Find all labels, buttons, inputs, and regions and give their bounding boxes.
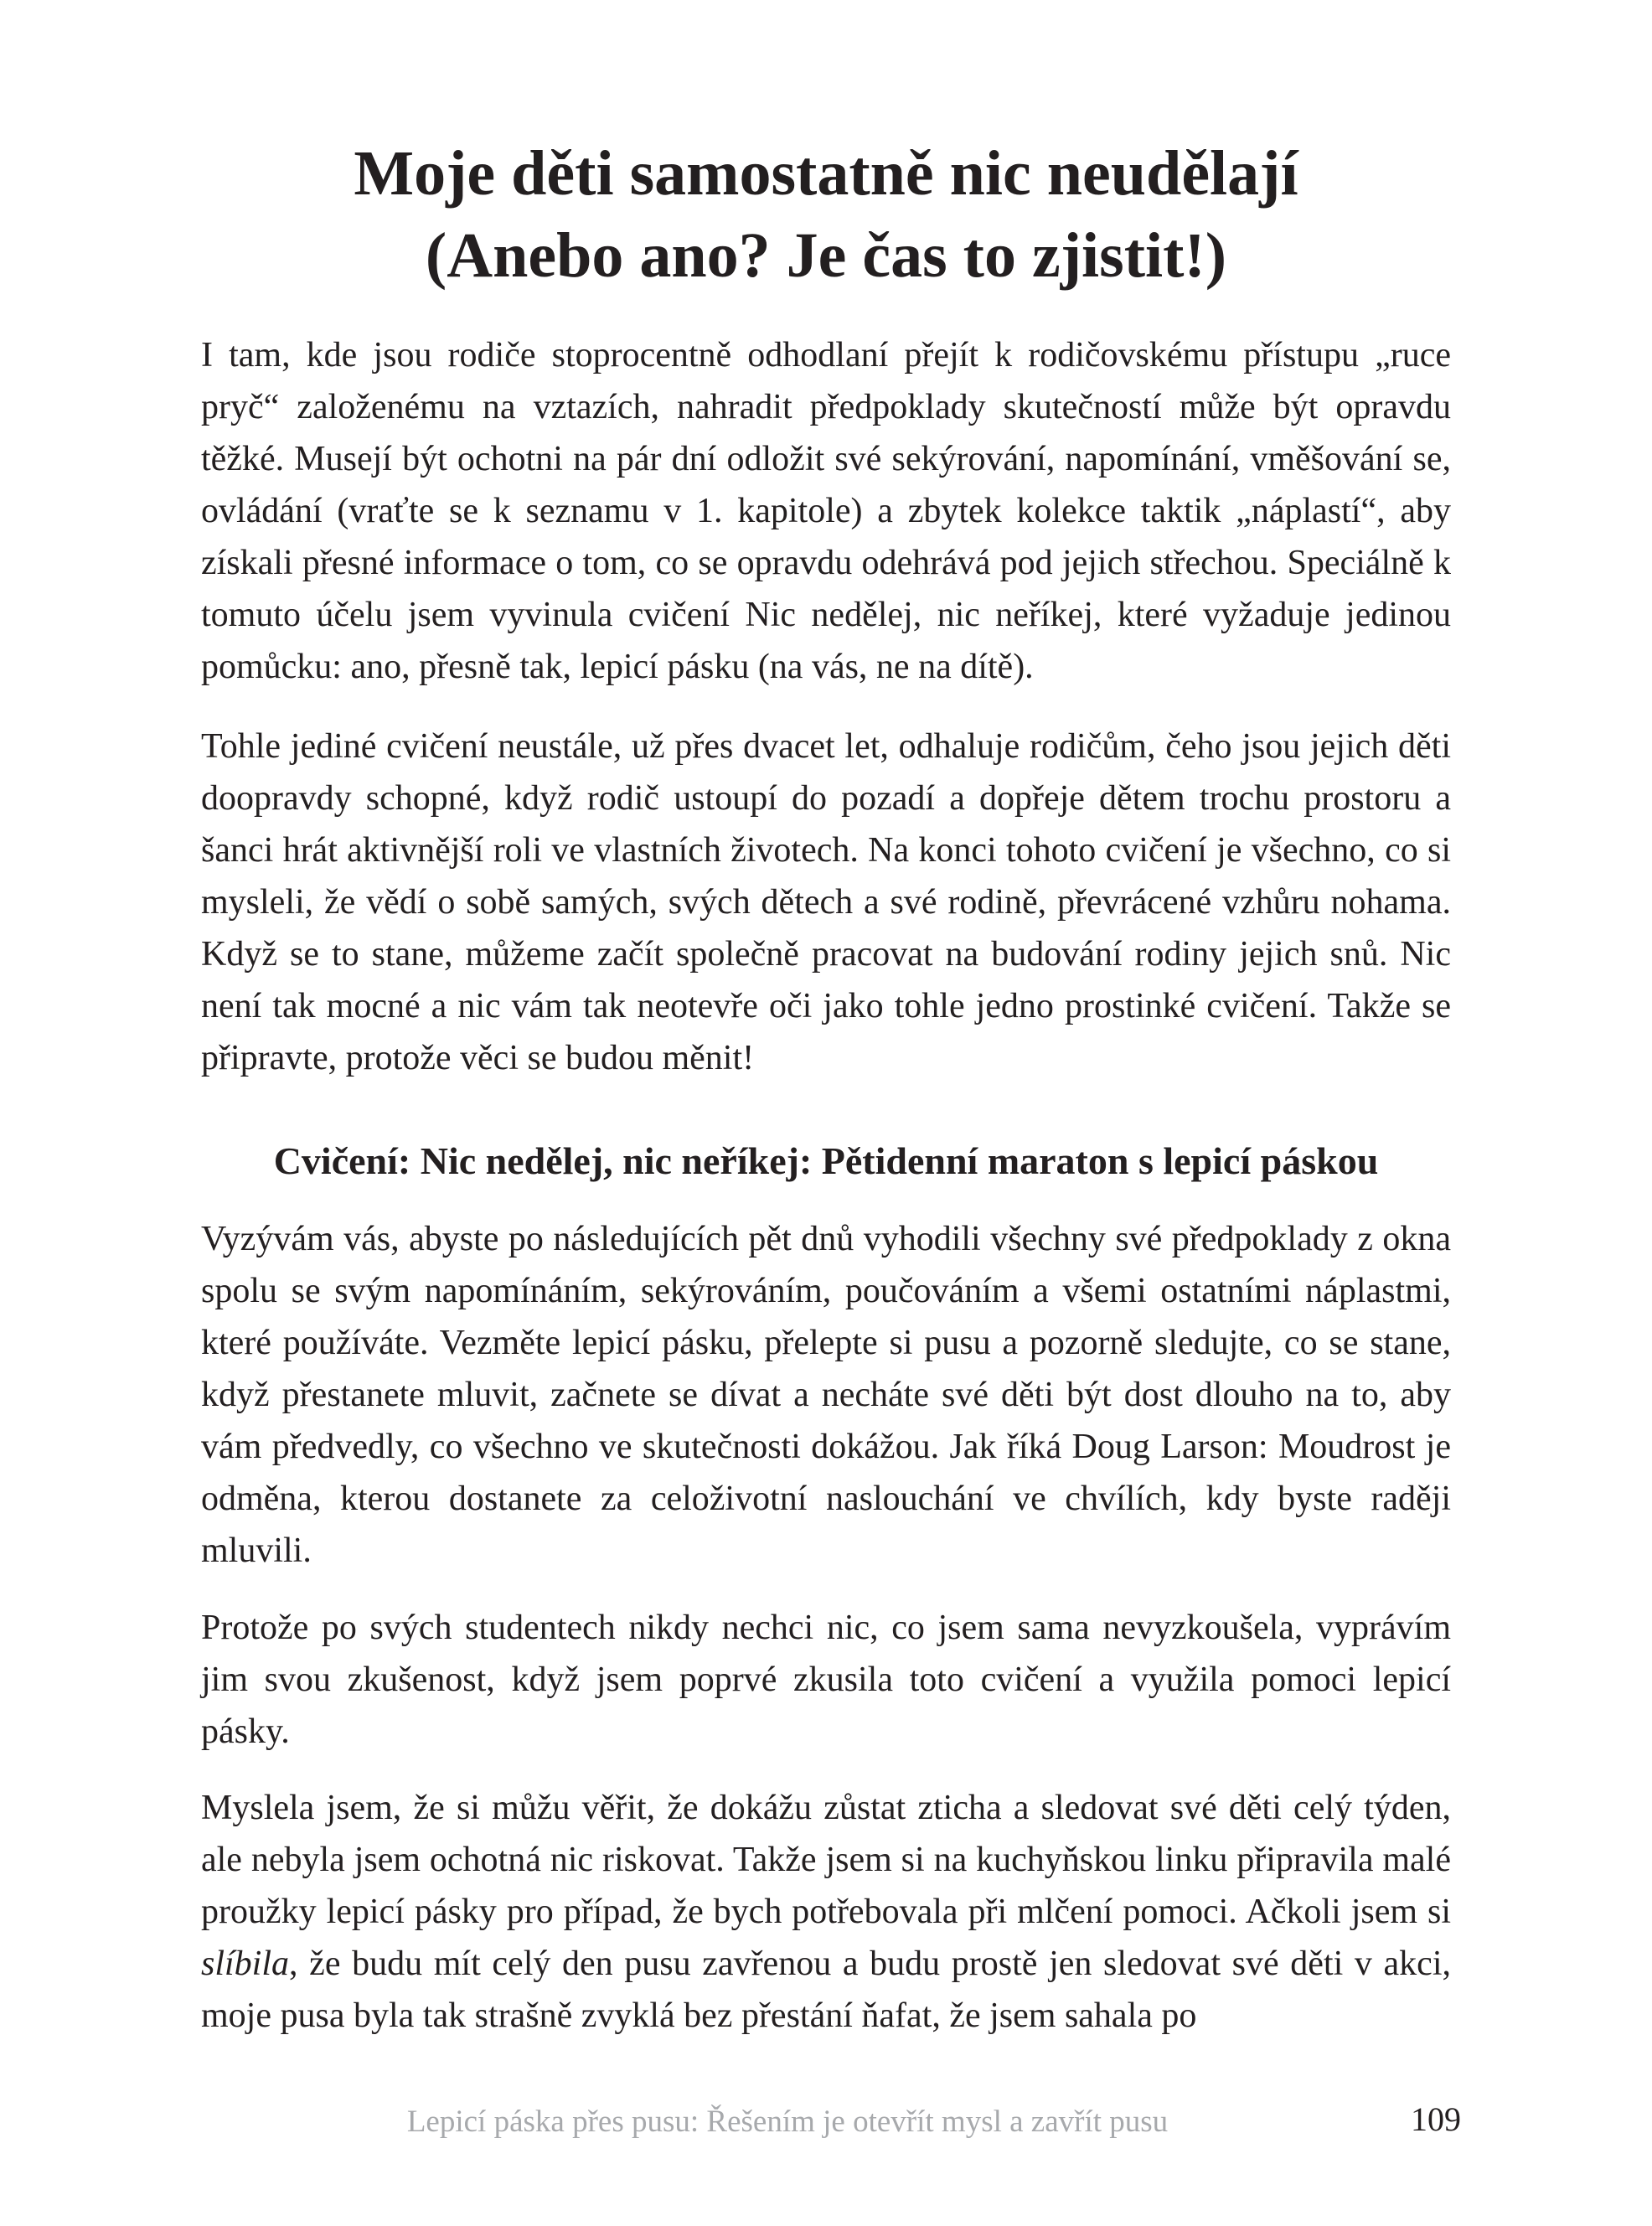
paragraph-5-part-2: , že budu mít celý den pusu zavřenou a budu prostě jen sledovat své děti v akci, moje pusa byla tak strašně zvyklá bez přestání ňafat, že jsem sahala po [201,1945,1451,2035]
chapter-title [201,132,1451,297]
paragraph-3: Vyzývám vás, abyste po následujících pět dnů vyhodili všechny své předpoklady z okna spolu se svým napomínáním, sekýrováním, poučováním a všemi ostatními náplastmi, které používáte. Vezměte lepicí pásku, přelepte si pusu a pozorně sledujte, co se stane, když přestanete mluvit, začnete se dívat a necháte své děti být dost dlouho na to, aby vám předvedly, co všechno ve skutečnosti dokážou. Jak říká Doug Larson: Moudrost je odměna, kterou dostanete za celoživotní naslouchání ve chvílích, kdy byste raději mluvili. [201,1220,1451,1570]
page-number: 109 [1411,2100,1461,2138]
paragraph-5-part-1: Myslela jsem, že si můžu věřit, že dokážu zůstat zticha a sledovat své děti celý týden, ale nebyla jsem ochotná nic riskovat. Takže jsem si na kuchyňskou linku připravila malé proužky lepicí pásky pro případ, že bych potřebovala při mlčení pomoci. Ačkoli jsem si [201,1789,1451,1931]
exercise-heading: Cvičení: Nic nedělej, nic neříkej: Pětidenní maraton s lepicí páskou [273,1139,1379,1182]
chapter-title-line-1: Moje děti samostatně nic neudělají [354,138,1298,209]
paragraph-5-emphasis: slíbila [201,1945,290,1983]
paragraph-4: Protože po svých studentech nikdy nechci nic, co jsem sama nevyzkoušela, vyprávím jim svou zkušenost, když jsem poprvé zkusila toto cvičení a využila pomoci lepicí pásky. [201,1609,1451,1751]
paragraph-5 [201,1782,1451,2042]
running-footer-title: Lepicí páska přes pusu: Řešením je otevřít mysl a zavřít pusu [406,2105,1169,2139]
paragraph-1: I tam, kde jsou rodiče stoprocentně odhodlaní přejít k rodičovskému přístupu „ruce pryč“ založenému na vztazích, nahradit předpoklady skutečností může být opravdu těžké. Musejí být ochotni na pár dní odložit své sekýrování, napomínání, vměšování se, ovládání (vraťte se k seznamu v 1. kapitole) a zbytek kolekce taktik „náplastí“, aby získali přesné informace o tom, co se opravdu odehrává pod jejich střechou. Speciálně k tomuto účelu jsem vyvinula cvičení Nic nedělej, nic neříkej, které vyžaduje jedinou pomůcku: ano, přesně tak, lepicí pásku (na vás, ne na dítě). [201,336,1451,686]
chapter-title-line-2: (Anebo ano? Je čas to zjistit!) [425,220,1227,291]
paragraph-2: Tohle jediné cvičení neustále, už přes dvacet let, odhaluje rodičům, čeho jsou jejich děti doopravdy schopné, když rodič ustoupí do pozadí a dopřeje dětem trochu prostoru a šanci hrát aktivnější roli ve vlastních životech. Na konci tohoto cvičení je všechno, co si mysleli, že vědí o sobě samých, svých dětech a své rodině, převrácené vzhůru nohama. Když se to stane, můžeme začít společně pracovat na budování rodiny jejich snů. Nic není tak mocné a nic vám tak neotevře oči jako tohle jedno prostinké cvičení. Takže se připravte, protože věci se budou měnit! [201,727,1451,1077]
